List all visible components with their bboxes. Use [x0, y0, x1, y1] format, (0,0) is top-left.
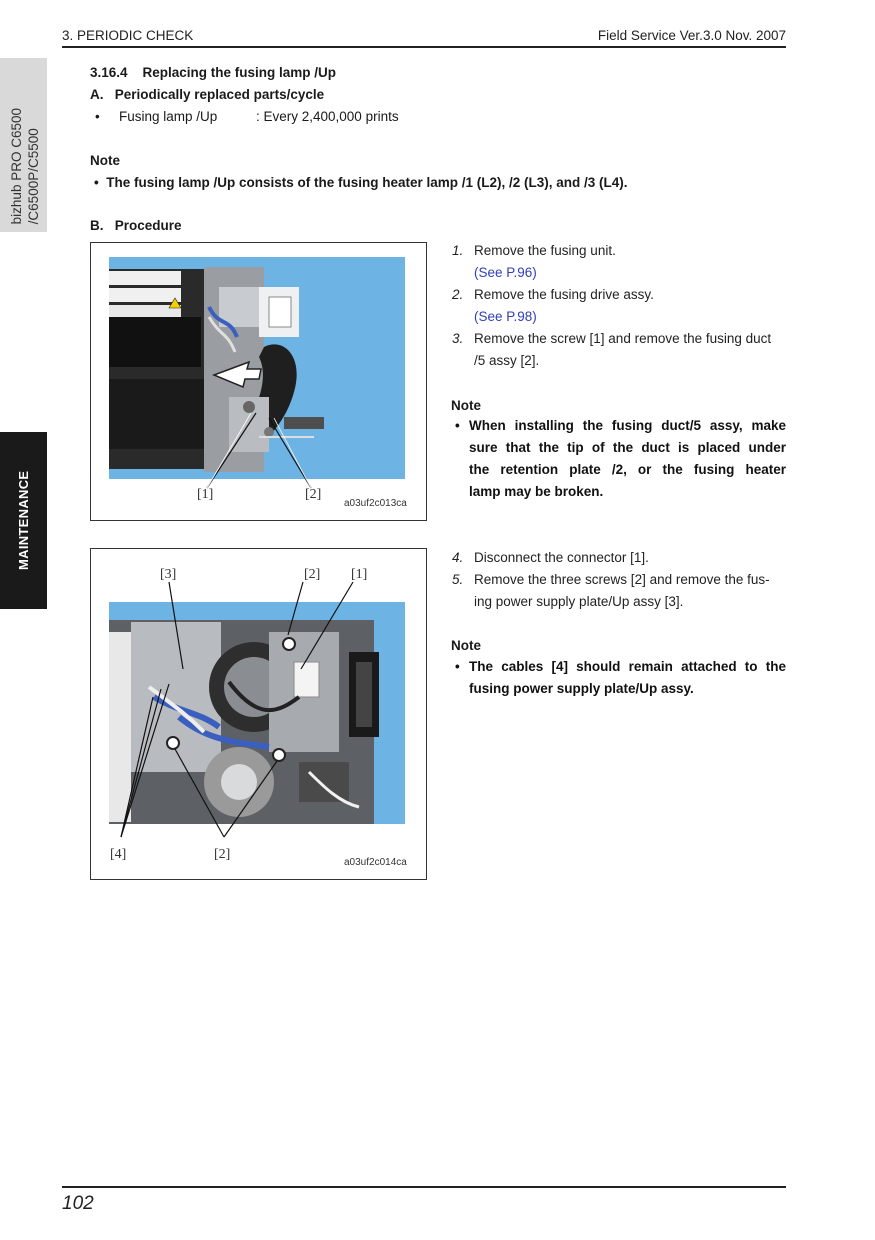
leader-line-2-halo — [274, 418, 311, 488]
step-1-text: Remove the fusing unit. — [474, 243, 616, 258]
callout-2-bottom: [2] — [214, 847, 231, 862]
step-2 — [452, 284, 786, 328]
part-a-item: Fusing lamp /Up — [119, 109, 218, 124]
step-3-line-2: /5 assy [2]. — [474, 353, 540, 368]
figure-2-id: a03uf2c014ca — [344, 857, 407, 868]
leader-line-2-top — [288, 582, 303, 635]
model-line-1: bizhub PRO C6500 — [9, 107, 24, 224]
note1-text: • The fusing lamp /Up consists of the fusing heater lamp /1 (L2), /2 (L3), and /3 (L4). — [94, 175, 628, 190]
step-5 — [452, 569, 786, 613]
header-section: 3. PERIODIC CHECK — [62, 28, 194, 43]
callout-2-top: [2] — [304, 567, 321, 582]
section-heading: 3.16.4 Replacing the fusing lamp /Up — [90, 65, 337, 80]
page-number: 102 — [62, 1193, 94, 1214]
leader-line-1-halo — [207, 413, 251, 488]
step-3-num: 3. — [452, 331, 464, 346]
note2-body — [469, 415, 786, 503]
note3-line-2: fusing power supply plate/Up assy. — [469, 681, 694, 696]
callout-4: [4] — [110, 847, 127, 862]
maintenance-side-tab — [0, 432, 47, 609]
part-a-title: A. Periodically replaced parts/cycle — [90, 87, 325, 102]
maintenance-tab-label: MAINTENANCE — [16, 470, 31, 571]
note2-title: Note — [451, 398, 481, 413]
note2-line-4: lamp may be broken. — [469, 484, 604, 499]
note2-line-1: When installing the fusing duct/5 assy, make — [469, 418, 786, 433]
figure-1-id: a03uf2c013ca — [344, 498, 407, 509]
leader-line-4c — [121, 684, 169, 837]
part-b-title: B. Procedure — [90, 218, 182, 233]
header-rule — [62, 46, 786, 48]
leader-line-2-bottom-b — [224, 761, 277, 837]
part-a-cycle: : Every 2,400,000 prints — [256, 109, 399, 124]
note3-title: Note — [451, 638, 481, 653]
step-5-line-2: ing power supply plate/Up assy [3]. — [474, 594, 684, 609]
figure-2-leader-lines — [91, 549, 426, 879]
step-1-ref-link[interactable]: (See P.96) — [474, 265, 537, 280]
step-2-num: 2. — [452, 287, 464, 302]
note2-line-2: sure that the tip of the duct is placed under — [469, 440, 786, 455]
note3-bullet: • — [455, 659, 460, 674]
leader-line-1-top — [301, 582, 353, 669]
callout-1: [1] — [197, 487, 214, 502]
step-3 — [452, 328, 786, 372]
leader-line-2 — [269, 418, 311, 488]
step-4-text: Disconnect the connector [1]. — [474, 550, 649, 565]
callout-2: [2] — [305, 487, 322, 502]
leader-line-3 — [169, 582, 183, 669]
callout-1-top: [1] — [351, 567, 368, 582]
note2-bullet: • — [455, 418, 460, 433]
note3-line-1: The cables [4] should remain attached to the — [469, 659, 786, 674]
note3-body — [469, 656, 786, 700]
step-2-text: Remove the fusing drive assy. — [474, 287, 654, 302]
leader-line-1 — [207, 413, 256, 488]
note1-title: Note — [90, 153, 120, 168]
part-a-bullet: • — [95, 109, 100, 124]
note2-line-3: the retention plate /2, or the fusing heater — [469, 462, 786, 477]
figure-1 — [90, 242, 427, 521]
leader-line-2-bottom-a — [175, 749, 224, 837]
step-4-num: 4. — [452, 550, 464, 565]
step-4 — [452, 547, 786, 569]
figure-2 — [90, 548, 427, 880]
step-1-num: 1. — [452, 243, 464, 258]
model-tab-text — [8, 108, 42, 224]
leader-line-4a — [121, 697, 153, 837]
step-5-line-1: Remove the three screws [2] and remove the fus- — [474, 572, 770, 587]
step-3-line-1: Remove the screw [1] and remove the fusing duct — [474, 331, 772, 346]
callout-3: [3] — [160, 567, 177, 582]
model-line-2: /C6500P/C5500 — [26, 127, 41, 224]
figure-1-leader-lines — [91, 243, 426, 520]
step-1 — [452, 240, 786, 284]
footer-rule — [62, 1186, 786, 1188]
step-2-ref-link[interactable]: (See P.98) — [474, 309, 537, 324]
leader-line-4b — [121, 689, 161, 837]
step-5-num: 5. — [452, 572, 464, 587]
header-version: Field Service Ver.3.0 Nov. 2007 — [597, 28, 786, 43]
model-side-tab — [0, 58, 47, 232]
